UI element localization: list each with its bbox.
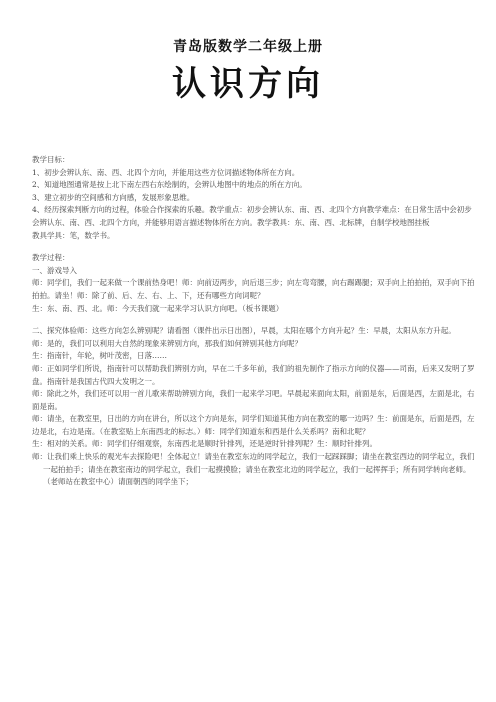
document-title: 认识方向 xyxy=(172,64,324,104)
section-1-line: 师：同学们，我们一起来做一个课前热身吧！师：向前迈两步，向后退三步；向左弯弯腰，向右踢踢腿；双手向上拍拍拍，双手向下拍拍拍。请坐！师：除了前、后、左、右、上、下，还有哪些方向词呢？ xyxy=(32,278,475,300)
section-2-line: 生：相对的关系。师：同学们仔细观察，东南西北是顺时针排列，还是逆时针排列呢？生：顺时针排列。 xyxy=(32,439,377,449)
section-2-line: 师：正如同学们所说，指南针可以帮助我们辨别方向，早在二千多年前，我们的祖先制作了指示方向的仪器——司南，后来又发明了罗盘。指南针是我国古代四大发明之一。 xyxy=(32,363,475,386)
teaching-tools: 教具学具：笔，数学书。 xyxy=(32,230,115,240)
document-body xyxy=(32,154,478,489)
section-2-line: 师：除此之外，我们还可以用一首儿歌来帮助辨别方向，我们一起来学习吧。早晨起来面向太阳，前面是东，后面是西，左面是北，右面是南。 xyxy=(32,389,475,411)
goal-item-1: 1、初步会辨认东、南、西、北四个方向，并能用这些方位词描述物体所在方向。 xyxy=(32,167,300,177)
section-2-line: 生：指南针，年轮，树叶茂密，日落…… xyxy=(32,351,167,361)
section-2-line: 师：让我们乘上快乐的观光车去探险吧！全体起立！请坐在教室东边的同学起立，我们一起踩踩脚；请坐在教室西边的同学起立，我们一起拍拍手；请坐在教室南边的同学起立，我们一起摸摸脸；请坐在教室北边的同学起立，我们一起挥挥手；所有同学转向老师。（老师站在教室中心）请面朝西的同学坐下； xyxy=(32,452,475,487)
section-2-line: 师：是的，我们可以利用大自然的现象来辨别方向，那我们如何辨别其他方向呢？ xyxy=(32,338,302,348)
goal-item-3: 3、建立初步的空间感和方向感，发展形象思维。 xyxy=(32,192,195,202)
section-1-line: 生：东、南、西、北。师：今天我们就一起来学习认识方向吧。（板书课题） xyxy=(32,303,284,313)
section-2-title: 二、探究体验师：这些方向怎么辨别呢？请看图（课件出示日出图），早晨，太阳在哪个方向升起？生：早晨，太阳从东方升起。 xyxy=(32,326,456,336)
document-subtitle: 青岛版数学二年级上册 xyxy=(173,39,323,55)
goal-item-2: 2、知道地图通常是按上北下南左西右东绘制的，会辨认地图中的地点的所在方向。 xyxy=(32,180,307,190)
process-heading: 教学过程： xyxy=(32,253,70,263)
goal-item-4: 4、经历探索判断方向的过程，体验合作探索的乐趣。教学重点：初步会辨认东、南、西、北四个方向教学难点：在日常生活中会初步会辨认东、南、西、北四个方向，并能够用语言描述物体所在方向。教学教具：东、南、西、北标牌，自制学校地图挂板 xyxy=(32,205,472,227)
section-2-line: 师：请坐，在教室里，日出的方向在讲台，所以这个方向是东，同学们知道其他方向在教室的哪一边吗？生：前面是东，后面是西，左边是北，右边是南。（在教室贴上东南西北的标志。）师：同学们知道东和西是什么关系吗？南和北呢？ xyxy=(32,414,475,436)
section-1-title: 一、游戏导入 xyxy=(32,265,77,275)
goals-heading: 教学目标： xyxy=(32,155,70,164)
